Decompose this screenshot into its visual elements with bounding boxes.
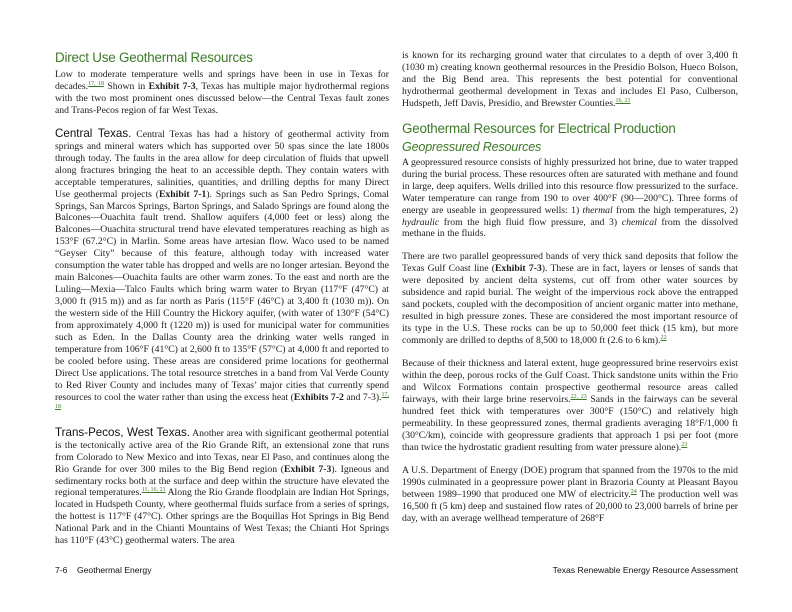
text: The production well was 16,500 ft (5 km) deep and sustained flow rates of 20,000 to 23,000 barrels of brine per day, with an average wellhead temperature of 268°F	[402, 488, 738, 524]
text: Because of their thickness and lateral extent, huge geopressured brine reservoirs exist within the deep, porous rocks of the Gulf Coast. Thick sandstone units within the Frio and Wilcox Formations contain prospective geothermal resource areas called fairways, with their large brine reservoirs.	[402, 358, 738, 405]
reference-link[interactable]: 11, 16, 21	[141, 487, 166, 494]
reference-link[interactable]: 22, 23	[570, 393, 587, 400]
left-column	[55, 50, 389, 547]
exhibit-reference: Exhibit 7-1	[158, 188, 207, 200]
page-footer	[55, 565, 738, 579]
footer-document-title: Texas Renewable Energy Resource Assessment	[552, 565, 738, 575]
run-in-heading-central-texas: Central Texas.	[55, 126, 132, 140]
emphasis: hydraulic	[402, 216, 440, 228]
reference-link[interactable]: 22	[660, 335, 667, 342]
text: Sands in the fairways can be several hundred feet thick with temperatures over 300°F (150°C) and relatively high permeability. In these geopressured zones, thermal gradients averaging 18°F/1,000 ft (30°C/km), coincide with geopressure gradients that approach 1 psi per foot (more than twice the hydrostatic gradient resulting from water pressure alone).	[402, 393, 738, 453]
exhibit-reference: Exhibits 7-2	[293, 391, 344, 403]
emphasis: thermal	[582, 204, 613, 216]
text: A U.S. Department of Energy (DOE) program that spanned from the 1970s to the mid 1990s culminated in a geopressure power plant in Brazoria County at Pleasant Bayou between 1989–1990 that produced one MW of electricity.	[402, 464, 738, 500]
section-heading-direct-use: Direct Use Geothermal Resources	[55, 50, 253, 65]
text: Along the Rio Grande floodplain are Indian Hot Springs, located in Hudspeth County, where geothermal fluids surface from a series of springs, the hottest is 117°F (47°C). Other springs are the Boquillas Hot Springs in Big Bend National Park and in the Chianti Mountains of West Texas; the Chianti Hot Springs has 110°F (43°C) geothermal waters. The area	[55, 487, 389, 547]
exhibit-reference: Exhibit 7-3	[494, 263, 542, 275]
text: ). These are in fact, layers or lenses of sands that were deposited by ancient delta systems, cut off from other water sources by subsidence and rapid burial. The weight of the impervious rock above the entrapped sand pockets, coupled with the decomposition of ancient organic matter into methane, resulted in high pressure zones. These are considered the most important resource of its type in the U.S. These rocks can be up to 50,000 feet thick (15 km), but more commonly are drilled to depths of 8,500 to 18,000 ft (2.6 to 6 km).	[402, 263, 739, 347]
right-column	[402, 50, 738, 524]
text: from the high temperatures, 2)	[612, 204, 738, 216]
exhibit-reference: Exhibit 7-3	[284, 463, 332, 475]
reference-link[interactable]: 17, 18	[88, 80, 105, 87]
emphasis: chemical	[621, 216, 657, 228]
text: from the high fluid flow pressure, and 3)	[439, 216, 622, 228]
exhibit-reference: Exhibit 7-3	[148, 80, 196, 92]
reference-link[interactable]: 16, 21	[615, 97, 631, 104]
subsection-heading-geopressured: Geopressured Resources	[402, 139, 542, 154]
text: is known for its recharging ground water that circulates to a depth of over 3,400 ft (1030 m) creating known geothermal resources in the Presidio Bolson, Hueco Bolson, and the Big Bend area. This represents the best potential for conventional hydrothermal geothermal development in Texas and includes El Paso, Culberson, Hudspeth, Jeff Davis, Presidio, and Brewster Counties.	[402, 50, 738, 109]
text: Low to moderate temperature wells and springs have been in use in Texas for decades.	[55, 69, 389, 92]
paragraph-trans-pecos	[55, 427, 389, 548]
text: and 7-3).	[343, 391, 382, 403]
reference-link[interactable]: 17, 18	[55, 391, 389, 410]
text: , Texas has multiple major hydrothermal regions with the two most prominent ones discussed below—the Central Texas fault zones and Trans-Pecos region of far West Texas.	[55, 80, 390, 116]
section-heading-electrical-production: Geothermal Resources for Electrical Production	[402, 120, 676, 136]
text: A geopressured resource consists of highly pressurized hot brine, due to water trapped during the burial process. These resources often are saturated with methane and found in large, deep aquifers. Wells drilled into this resource flow pressurized to the surface. Water temperature can range from 190 to over 400°F (90—200°C). Three forms of energy are useable in geopressured wells: 1)	[402, 156, 738, 216]
text: There are two parallel geopressured bands of very thick sand deposits that follow the Texas Gulf Coast line (	[402, 251, 738, 275]
text: from the dissolved methane in the fluids.	[402, 216, 739, 240]
text: ). Igneous and sedimentary rocks both at the surface and deep within the structure have elevated the regional temperatures.	[55, 463, 390, 499]
paragraph-doe-program	[402, 465, 738, 525]
text: Central Texas has had a history of geothermal activity from springs and mineral waters which has supported over 50 spas since the late 1800s through today. The faults in the area allow for deep circulation of fluids that upwell along fractures bringing the heat to an accessible depth. They contain waters with acceptable temperatures, salinities, quantities, and drilling depths for many Direct Use geothermal projects (	[55, 128, 389, 200]
text: ). Springs such as San Pedro Springs, Comal Springs, San Marcos Springs, Barton Springs, and Salado Springs are found along the Balcones—Ouachita fault trend. Shallow aquifers (4,000 feet or less) along the Balcones—Ouachita structural trend have elevated temperatures reaching as high as 153°F (67.2°C) in Marlin. Some areas have artesian flow. Waco used to be named “Geyser City” because of this feature, although today with increased water consumption the water table has dropped and wells are no longer artesian. Beyond the main Balcones—Ouachita faults are other warm zones. To the east and north are the Luling—Mexia—Talco Faults which bring warm water to Bryan (117°F (47°C) at 3,000 ft (915 m)) and as far north as Paris (115°F (46°C) at 3,400 ft (1030 m)). On the western side of the Hill Country the Hickory aquifer, (with water of 130°F (54°C) from approximately 4,000 ft (1220 m)) is used for municipal water for communities such as Eden. In the Dallas County area the drinking water wells ranged in temperature from 106°F (41°C) at 2,600 ft to 135°F (57°C) at 4,000 ft and reported to be cooled before using. These areas are considered prime locations for geothermal Direct Use applications. The total resource stretches in a band from Val Verde County to Red River County and includes many of Texas’ major cities that currently spend resources to cool the water rather than using the excess heat (	[55, 188, 389, 403]
footer-page-label: 7-6 Geothermal Energy	[55, 565, 152, 575]
paragraph-brine-reservoirs	[402, 358, 738, 454]
reference-link[interactable]: 23	[681, 441, 688, 448]
paragraph-trans-pecos-continued	[402, 50, 738, 110]
paragraph-geopressured-bands	[402, 251, 738, 347]
run-in-heading-trans-pecos: Trans-Pecos, West Texas.	[55, 425, 190, 439]
paragraph-direct-use-intro	[55, 69, 389, 117]
text: Another area with significant geothermal potential is the tectonically active area of the Rio Grande Rift, an extensional zone that runs from Colorado to New Mexico and into Texas, near El Paso, and continues along the Rio Grande for over 300 miles to the Big Bend region (	[55, 427, 390, 475]
paragraph-central-texas	[55, 128, 389, 416]
paragraph-geopressured-definition	[402, 157, 738, 241]
reference-link[interactable]: 24	[630, 488, 637, 495]
text: Shown in	[104, 80, 149, 92]
